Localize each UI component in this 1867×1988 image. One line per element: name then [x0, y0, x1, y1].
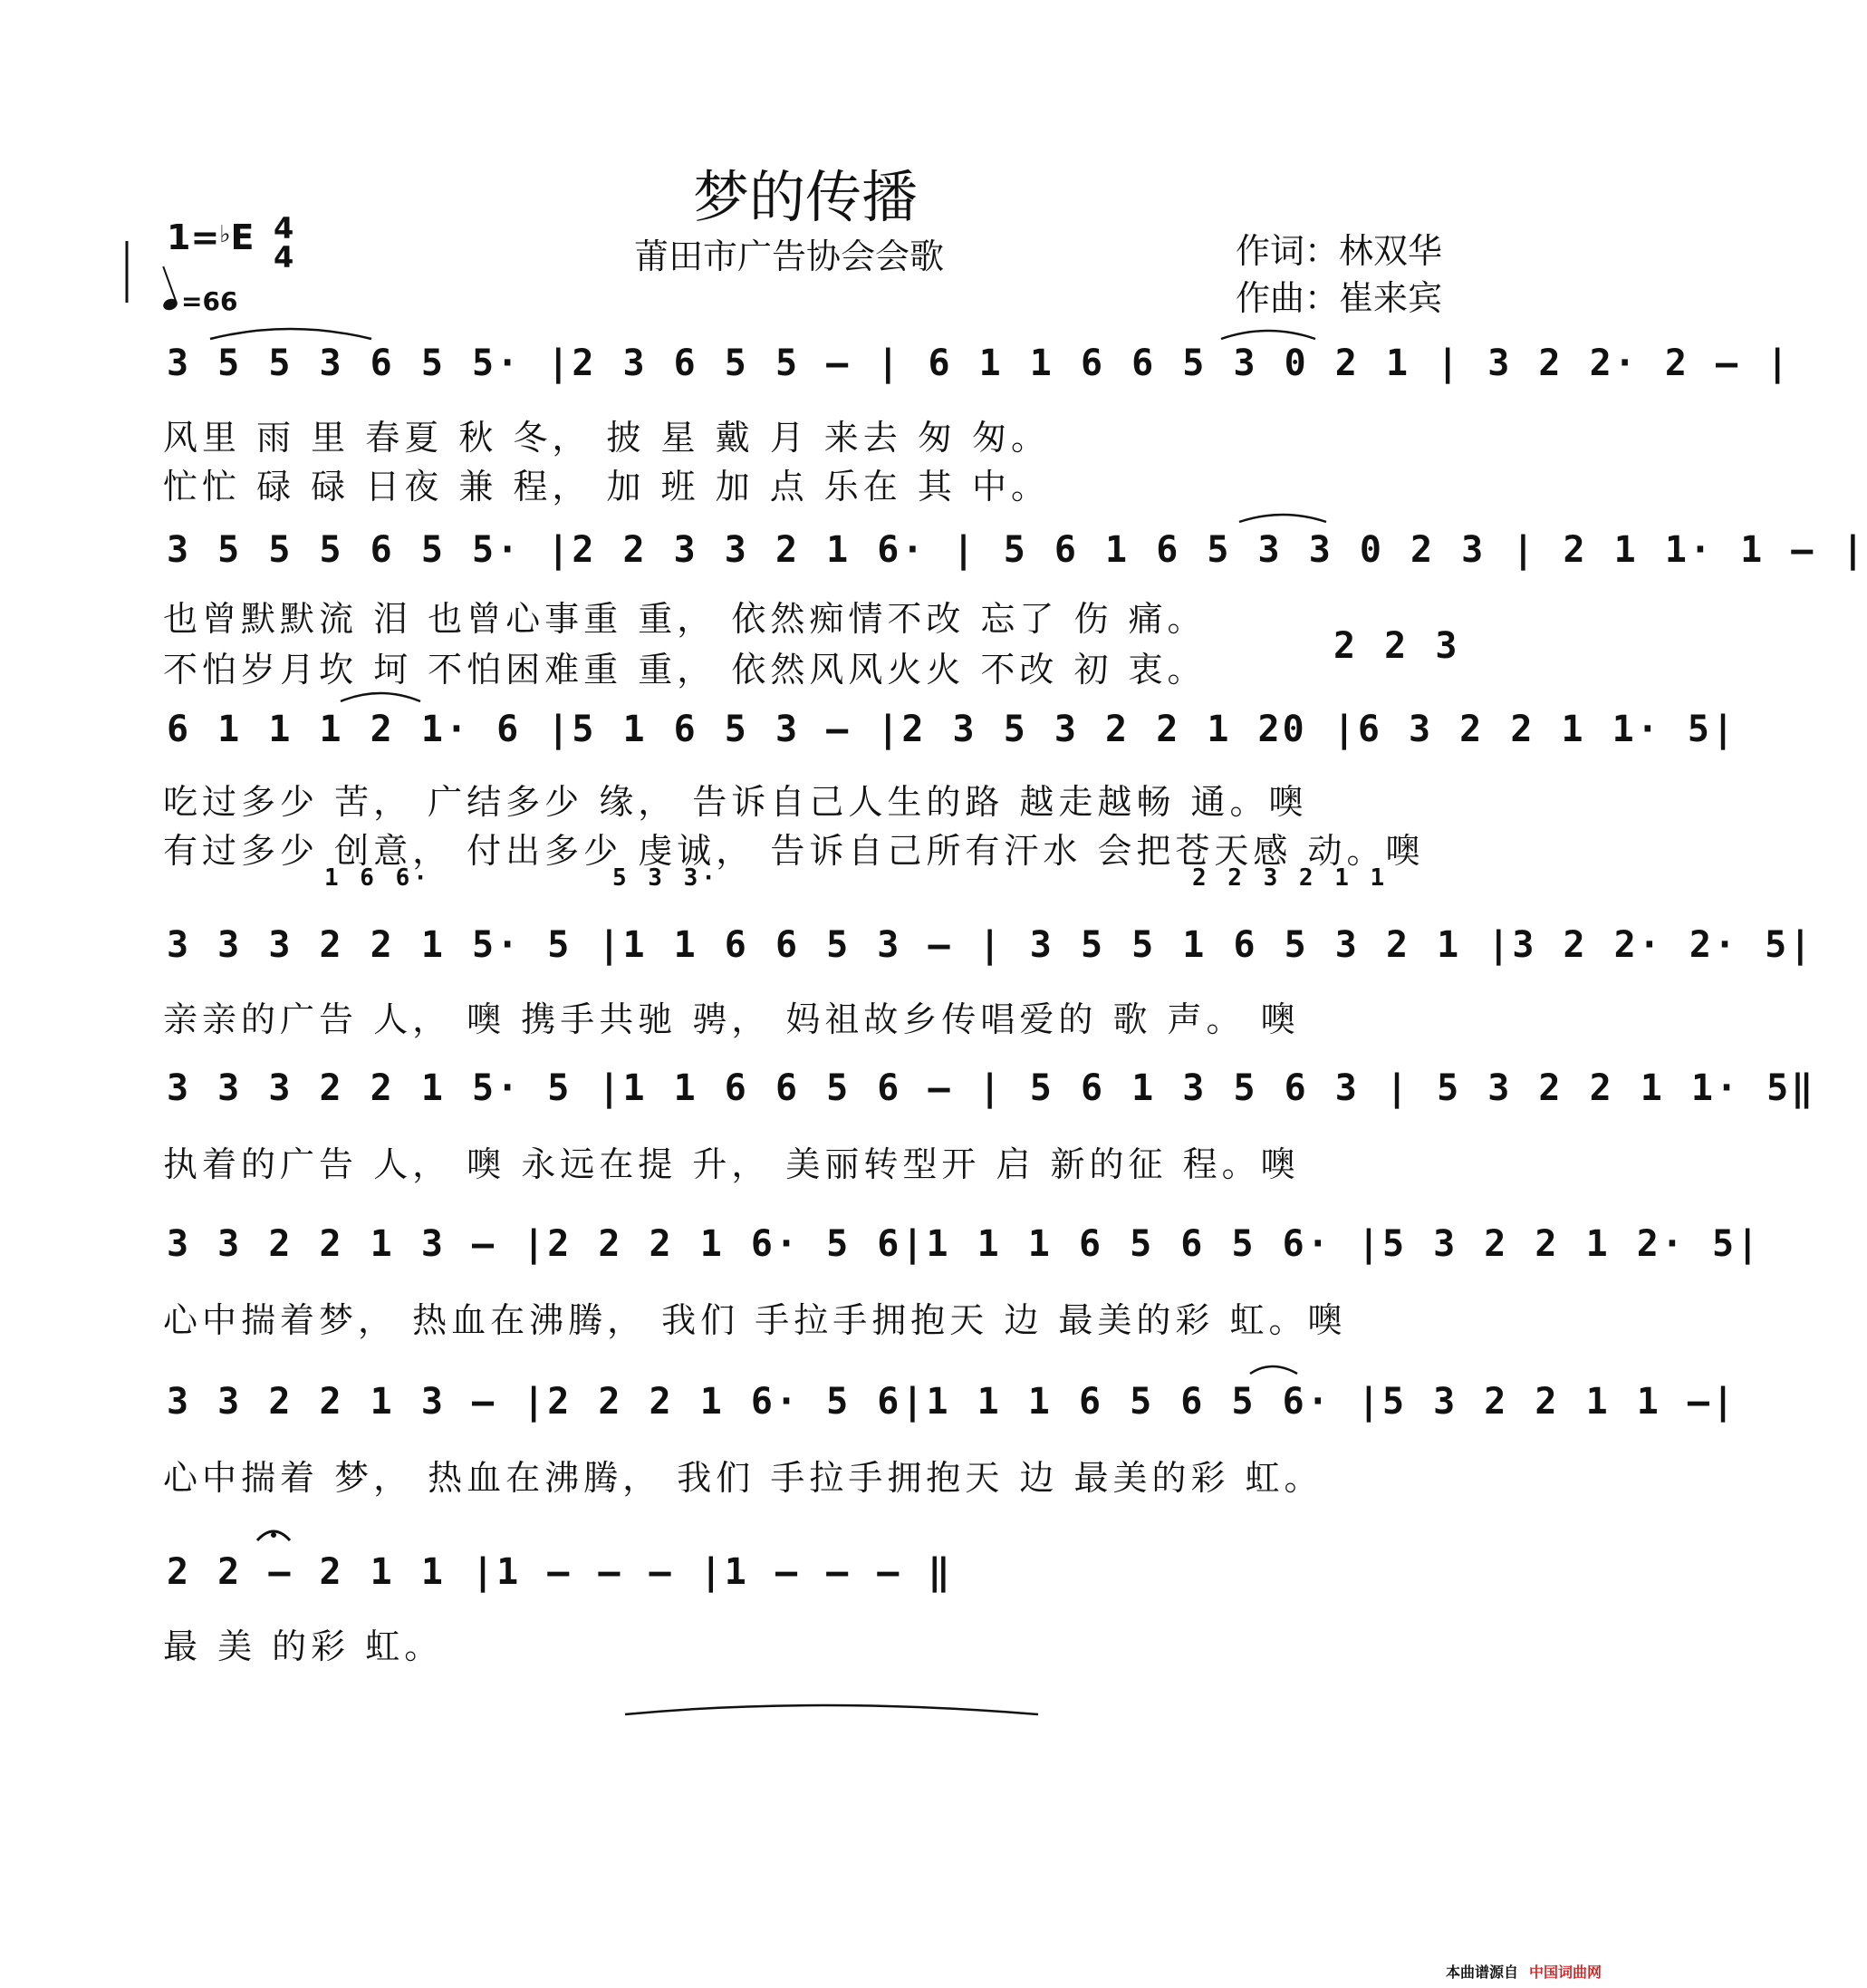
notation-line-4: 3 3 3 2 2 1 5· 5 |1 1 6 6 5 3 – | 3 5 5 1 6 5 3 2 1 |3 2 2· 2· 5| — [167, 924, 1814, 966]
lyric-line-3a: 吃过多少 苦， 广结多少 缘， 告诉自己人生的路 越走越畅 通。噢 — [163, 782, 1308, 822]
notation-line-6: 3 3 2 2 1 3 – |2 2 2 1 6· 5 6|1 1 1 6 5 6 5 6· |5 3 2 2 1 2· 5| — [167, 1223, 1762, 1265]
watermark-brand: 中国词曲网 — [1528, 1964, 1602, 1981]
lyric-line-4: 亲亲的广告 人， 噢 携手共驰 骋， 妈祖故乡传唱爱的 歌 声。 噢 — [163, 999, 1300, 1039]
lyric-line-7: 心中揣着 梦， 热血在沸腾， 我们 手拉手拥抱天 边 最美的彩 虹。 — [163, 1458, 1323, 1498]
notation-line-5: 3 3 3 2 2 1 5· 5 |1 1 6 6 5 6 – | 5 6 1 3 5 6 3 | 5 3 2 2 1 1· 5‖ — [167, 1067, 1816, 1109]
time-signature-top: 4 — [274, 211, 294, 246]
watermark-source: 本曲谱源自 — [1445, 1964, 1518, 1981]
lyric-line-3b: 有过多少 创意， 付出多少 虔诚， 告诉自己所有汗水 会把苍天感 动。噢 — [163, 831, 1425, 871]
lyric-line-2b: 不怕岁月坎 坷 不怕困难重 重， 依然风风火火 不改 初 衷。 — [163, 650, 1207, 690]
time-signature — [274, 211, 294, 275]
lyric-line-2a: 也曾默默流 泪 也曾心事重 重， 依然痴情不改 忘了 伤 痛。 — [163, 599, 1207, 639]
time-signature-bottom: 4 — [274, 240, 294, 275]
lyric-line-5: 执着的广告 人， 噢 永远在提 升， 美丽转型开 启 新的征 程。噢 — [163, 1144, 1300, 1184]
key-prefix: 1= — [167, 217, 220, 257]
watermark — [1446, 1961, 1602, 1982]
key-name: E — [230, 217, 255, 257]
notation-line-3: 6 1 1 1 2 1· 6 |5 1 6 5 3 – |2 3 5 3 2 2 1 20 |6 3 2 2 1 1· 5| — [167, 709, 1737, 750]
notation-line-8: 2 2 – 2 1 1 |1 – – – |1 – – – ‖ — [167, 1551, 953, 1593]
lyric-line-1a: 风里 雨 里 春夏 秋 冬， 披 星 戴 月 来去 匆 匆。 — [163, 418, 1050, 458]
lyricist-credit: 作词：林双华 — [1235, 231, 1442, 271]
quarter-note-icon — [161, 297, 178, 313]
fermata-icon — [257, 1531, 290, 1540]
lyric-line-1b: 忙忙 碌 碌 日夜 兼 程， 加 班 加 点 乐在 其 中。 — [163, 467, 1050, 507]
subtitle: 莆田市广告协会会歌 — [634, 236, 945, 276]
notation-line-7: 3 3 2 2 1 3 – |2 2 2 1 6· 5 6|1 1 1 6 5 6 5 6· |5 3 2 2 1 1 –| — [167, 1381, 1737, 1423]
tempo-marking — [163, 286, 237, 316]
composer-credit: 作曲：崔来宾 — [1235, 278, 1442, 318]
lyric-line-6: 心中揣着梦， 热血在沸腾， 我们 手拉手拥抱天 边 最美的彩 虹。噢 — [163, 1300, 1347, 1340]
key-signature — [167, 217, 255, 257]
page-title: 梦的传播 — [692, 164, 918, 230]
alt-notes-c: 2 2 3 2 1 1 — [1192, 864, 1389, 892]
notation-line-1: 3 5 5 3 6 5 5· |2 3 6 5 5 – | 6 1 1 6 6 5 3 0 2 1 | 3 2 2· 2 – | — [167, 343, 1792, 384]
alt-notes-a: 1 6 6· — [324, 864, 431, 892]
lyric-line-8: 最 美 的彩 虹。 — [163, 1626, 444, 1666]
alt-notes-b: 5 3 3· — [612, 864, 719, 892]
flat-symbol: ♭ — [219, 221, 231, 248]
pickup-notes: 2 2 3 — [1333, 625, 1460, 667]
notation-line-2: 3 5 5 5 6 5 5· |2 2 3 3 2 1 6· | 5 6 1 6 5 3 3 0 2 3 | 2 1 1· 1 – | — [167, 529, 1867, 571]
tempo-value: =66 — [181, 286, 238, 316]
